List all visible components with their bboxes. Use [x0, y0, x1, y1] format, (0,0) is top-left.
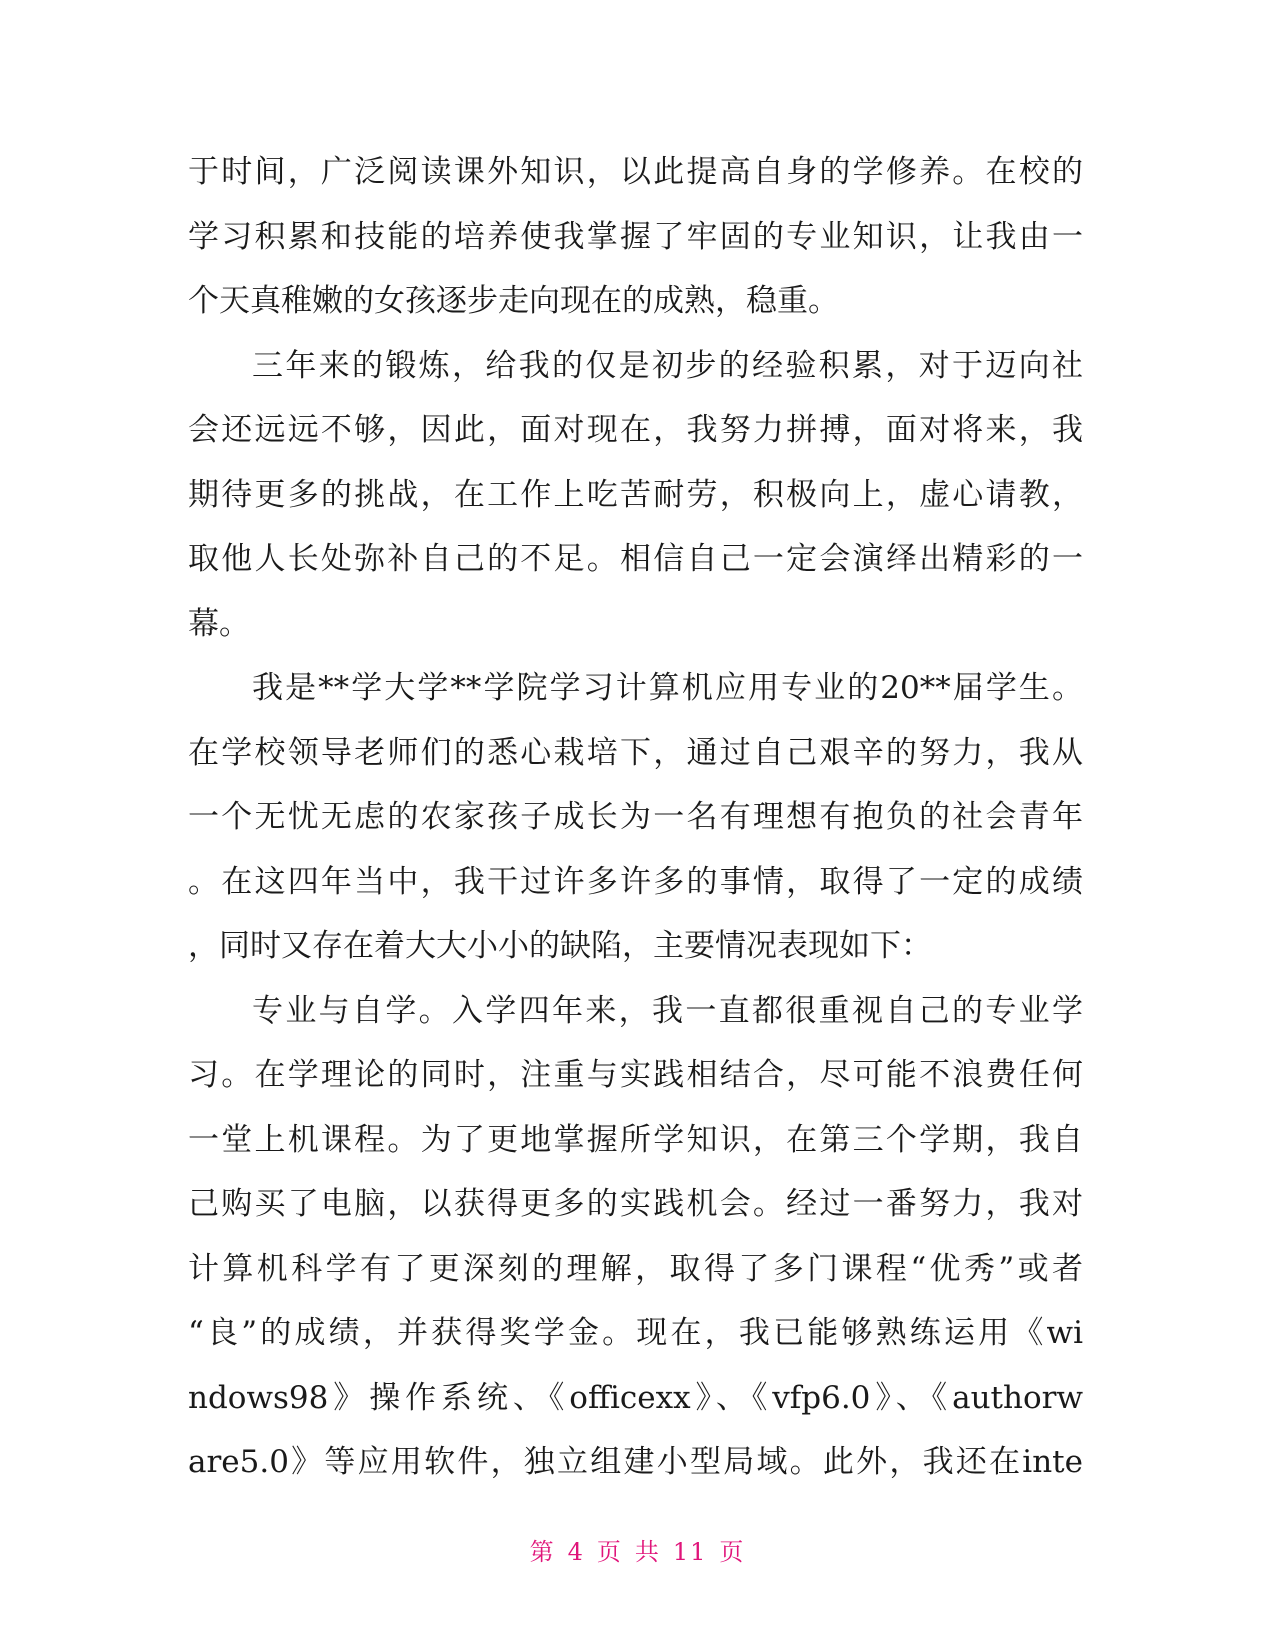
- text-line: 。在这四年当中，我干过许多许多的事情，取得了一定的成绩: [188, 863, 1083, 900]
- text-line: 在学校领导老师们的悉心栽培下，通过自己艰辛的努力，我从: [188, 734, 1083, 771]
- footer-suffix: 页: [719, 1538, 746, 1566]
- text-line: 取他人长处弥补自己的不足。相信自己一定会演绎出精彩的一: [188, 541, 1083, 577]
- text-line: ndows98》操作系统、《officexx》、《vfp6.0》、《authorw: [188, 1379, 1083, 1416]
- total-page-count: 11: [672, 1538, 708, 1566]
- text-line: 习。在学理论的同时，注重与实践相结合，尽可能不浪费任何: [188, 1057, 1083, 1093]
- footer-prefix: 第: [529, 1538, 556, 1566]
- text-line: 我是**学大学**学院学习计算机应用专业的20**届学生。: [252, 670, 1083, 706]
- text-line: 会还远远不够，因此，面对现在，我努力拼搏，面对将来，我: [188, 412, 1083, 448]
- current-page-number: 4: [567, 1538, 585, 1566]
- text-line: 一堂上机课程。为了更地掌握所学知识，在第三个学期，我自: [188, 1121, 1083, 1158]
- footer-total-prefix: 共: [634, 1538, 661, 1566]
- text-line: 于时间，广泛阅读课外知识，以此提高自身的学修养。在校的: [188, 154, 1083, 190]
- text-line: 幕。: [188, 605, 250, 642]
- text-line: ，同时又存在着大大小小的缺陷，主要情况表现如下：: [188, 928, 932, 964]
- text-line: “良”的成绩，并获得奖学金。现在，我已能够熟练运用《wi: [188, 1315, 1083, 1351]
- text-line: are5.0》等应用软件，独立组建小型局域。此外，我还在inte: [188, 1444, 1083, 1480]
- text-line: 期待更多的挑战，在工作上吃苦耐劳，积极向上，虚心请教，: [188, 476, 1083, 513]
- document-body: [188, 140, 1083, 1495]
- text-line: 三年来的锻炼，给我的仅是初步的经验积累，对于迈向社: [252, 347, 1083, 384]
- footer-page-word: 页: [596, 1538, 623, 1566]
- text-line: 个天真稚嫩的女孩逐步走向现在的成熟，稳重。: [188, 283, 839, 319]
- text-line: 学习积累和技能的培养使我掌握了牢固的专业知识，让我由一: [188, 218, 1083, 255]
- page-footer: [0, 1532, 1275, 1567]
- text-line: 计算机科学有了更深刻的理解，取得了多门课程“优秀”或者: [188, 1250, 1083, 1287]
- text-line: 一个无忧无虑的农家孩子成长为一名有理想有抱负的社会青年: [188, 799, 1083, 835]
- text-line: 己购买了电脑，以获得更多的实践机会。经过一番努力，我对: [188, 1186, 1083, 1222]
- text-line: 专业与自学。入学四年来，我一直都很重视自己的专业学: [252, 992, 1083, 1029]
